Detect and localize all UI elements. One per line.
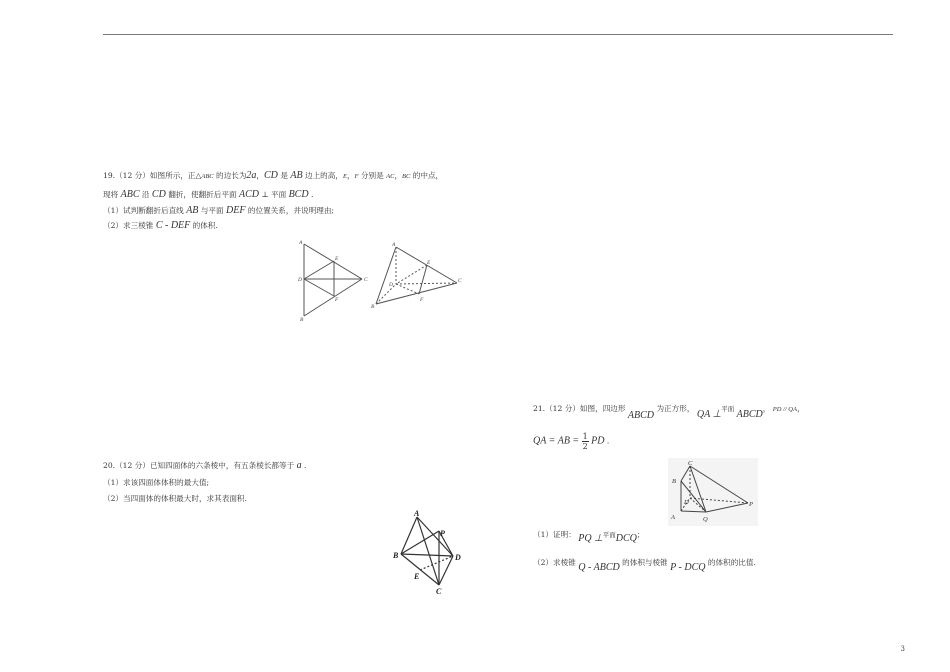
p19-line1: 19.（12 分）如图所示，正△ABC 的边长为2a，CD 是 AB 边上的高，E，F 分别是 AC，BC 的中点， — [103, 170, 444, 181]
label-D: D — [684, 499, 689, 506]
label-D: D — [298, 277, 302, 283]
label-E2: E — [427, 260, 431, 266]
p20-line1: 20.（12 分）已知四面体的六条棱中，有五条棱长都等于 a . — [103, 460, 307, 471]
label-D2: D — [389, 282, 393, 288]
header-rule — [103, 34, 893, 35]
p20-question2: （2）当四面体的体积最大时，求其表面积. — [103, 494, 247, 503]
label-C: C — [688, 460, 693, 467]
label-B: B — [672, 478, 676, 485]
label-D: D — [455, 553, 461, 562]
label-A: A — [414, 509, 420, 518]
label-C: C — [436, 587, 442, 596]
label-A: A — [671, 514, 675, 521]
p19-figure — [295, 238, 470, 322]
label-E: E — [335, 256, 339, 262]
p21-question1: （1）证明： PQ ⊥平面DCQ； — [533, 530, 645, 544]
label-F: F — [335, 297, 339, 303]
p21-figure — [668, 458, 758, 526]
label-B2: B — [371, 304, 375, 310]
label-C: C — [364, 277, 368, 283]
label-P: P — [440, 529, 445, 538]
p21-question2: （2）求棱锥 Q - ABCD 的体积与棱锥 P - DCQ 的体积的比值. — [533, 558, 756, 573]
label-C2: C — [458, 278, 462, 284]
label-E: E — [414, 572, 420, 581]
label-Q: Q — [703, 516, 708, 523]
fraction-one-half: $\frac{1}{2}$ — [582, 432, 588, 451]
label-A2: A — [392, 242, 396, 248]
label-A: A — [299, 240, 303, 246]
label-B: B — [300, 317, 304, 322]
p20-question1: （1）求该四面体体积的最大值; — [103, 478, 210, 487]
p21-line2: QA = AB = $\frac{1}{2}$ PD . — [533, 432, 610, 451]
p21-line1: 21.（12 分）如图，四边形 ABCD 为正方形， QA ⊥平面 ABCD， PD // QA， — [533, 404, 805, 421]
p20-figure — [390, 508, 470, 598]
label-P: P — [749, 501, 753, 508]
p19-question2: （2）求三棱锥 C - DEF 的体积. — [103, 220, 218, 231]
p19-line2: 现将 ABC 沿 CD 翻折，使翻折后平面 ACD ⊥ 平面 BCD . — [103, 189, 314, 200]
page-number: 3 — [900, 645, 905, 653]
label-F2: F — [420, 297, 424, 303]
p19-question1: （1）试判断翻折后直线 AB 与平面 DEF 的位置关系，并说明理由; — [103, 205, 334, 216]
label-B: B — [393, 551, 399, 560]
